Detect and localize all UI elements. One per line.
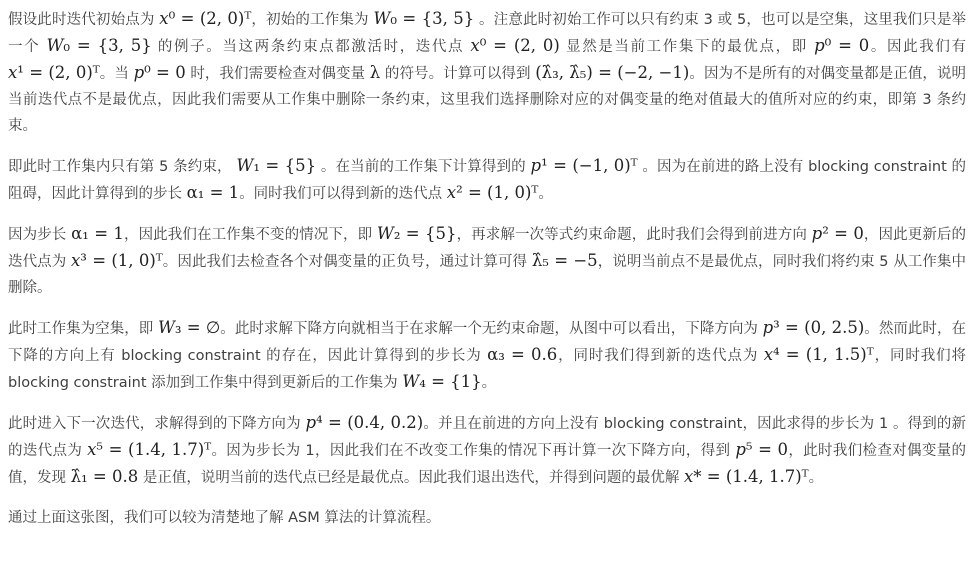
text-run: ，初始的工作集为	[251, 12, 374, 28]
paragraph-initial-point	[8, 6, 966, 139]
math-expression: 𝑥⁰ = (2, 0)ᵀ	[159, 9, 252, 28]
math-expression: 𝑥³ = (1, 0)ᵀ	[70, 251, 163, 270]
text-run: 。因为步长为 1，因此我们在不改变工作集的情况下再计算一次下降方向，得到	[211, 443, 736, 459]
text-run: 。同时我们可以得到新的迭代点	[239, 186, 447, 202]
math-expression: 𝑥¹ = (2, 0)ᵀ	[8, 63, 100, 82]
math-expression: 𝑝⁰ = 0	[133, 63, 186, 82]
text-run: 假设此时迭代初始点为	[8, 12, 160, 28]
math-expression: 𝑥⁴ = (1, 1.5)ᵀ	[763, 345, 874, 364]
math-expression: α₃ = 0.6	[487, 345, 558, 364]
text-run: 。并且在前进的方向上没有 blocking constraint，因此求得的步长为 1 。得到的新的迭代点为	[8, 416, 966, 459]
math-expression: 𝑊₃ = ∅	[157, 318, 221, 337]
text-run: 。在当前的工作集下计算得到的	[316, 159, 531, 175]
text-run: 。此时求解下降方向就相当于在求解一个无约束命题，从图中可以看出，下降方向为	[220, 321, 763, 337]
math-expression: 𝑝¹ = (−1, 0)ᵀ	[530, 156, 638, 175]
math-expression: 𝑊₄ = {1}	[402, 372, 482, 391]
text-run: ，再求解一次等式约束命题，此时我们会得到前进方向	[456, 227, 812, 243]
text-run: ，因此我们在工作集不变的情况下，即	[123, 227, 377, 243]
text-run: 。注意此时初始工作可以只有约束 3 或 5，也可以是空集，这里我们只是举一个	[8, 12, 967, 55]
math-expression: 𝑊₂ = {5}	[376, 224, 457, 243]
text-run: ，同时我们将 blocking constraint 添加到工作集中得到更新后的工作集为	[8, 348, 967, 391]
text-run: 。	[481, 375, 497, 391]
paragraph-conclusion	[8, 505, 966, 531]
math-expression: 𝑥⁵ = (1.4, 1.7)ᵀ	[87, 440, 212, 459]
math-expression: 𝑥² = (1, 0)ᵀ	[446, 183, 539, 202]
text-run: ，此时我们检查对偶变量的值，发现	[8, 443, 967, 486]
paragraph-iteration-4	[8, 410, 966, 491]
text-run: 显然是当前工作集下的最优点，即	[559, 39, 815, 55]
text-run: 因为步长	[8, 227, 72, 243]
text-run: 时，我们需要检查对偶变量	[185, 66, 370, 82]
math-expression: 𝑊₁ = {5}	[236, 156, 317, 175]
text-run: 此时进入下一次迭代，求解得到的下降方向为	[8, 416, 306, 432]
text-run: 此时工作集为空集，即	[8, 321, 158, 337]
text-run: 。因此我们去检查各个对偶变量的正负号，通过计算可得	[162, 254, 532, 270]
math-expression: 𝑝⁰ = 0	[814, 36, 870, 55]
math-expression: 𝑝⁵ = 0	[735, 440, 788, 459]
paragraph-iteration-3	[8, 315, 966, 396]
math-expression: λ̂₁ = 0.8	[70, 467, 139, 486]
text-run: 。因此我们有	[869, 39, 967, 55]
text-run: 的例子。当这两条约束点都激活时，迭代点	[151, 39, 471, 55]
math-expression: 𝑥* = (1.4, 1.7)ᵀ	[683, 467, 809, 486]
text-run: ，因此更新后的迭代点为	[8, 227, 967, 270]
math-expression: 𝑝² = 0	[811, 224, 864, 243]
text-run: 。因为在前进的路上没有 blocking constraint 的阻碍，因此计算得到的步长	[8, 159, 967, 202]
math-expression: (λ̂₃, λ̂₅) = (−2, −1)	[535, 63, 690, 82]
paragraph-iteration-2	[8, 221, 966, 301]
text-run: 的符号。计算可以得到	[380, 66, 536, 82]
text-run: 是正值，说明当前的迭代点已经是最优点。因此我们退出迭代，并得到问题的最优解	[138, 470, 684, 486]
text-run: 通过上面这张图，我们可以较为清楚地了解 ASM 算法的计算流程。	[8, 510, 441, 526]
text-run: 。然而此时，在下降的方向上有 blocking constraint 的存在，因此计算得到的步长为	[8, 321, 966, 364]
math-expression: λ	[369, 63, 381, 82]
math-expression: 𝑊₀ = {3, 5}	[46, 36, 152, 55]
math-expression: 𝑝³ = (0, 2.5)	[762, 318, 865, 337]
text-run: 。因为不是所有的对偶变量都是正值，说明当前迭代点不是最优点，因此我们需要从工作集中删除一条约束，这里我们选择删除对应的对偶变量的绝对值最大的值所对应的约束，即第 3 条约束。	[8, 66, 967, 134]
text-run: 。	[538, 186, 553, 202]
math-expression: 𝑝⁴ = (0.4, 0.2)	[305, 413, 424, 432]
text-run: ，说明当前点不是最优点，同时我们将约束 5 从工作集中删除。	[8, 254, 967, 296]
math-expression: λ̂₅ = −5	[531, 251, 598, 270]
math-expression: α₁ = 1	[71, 224, 124, 243]
text-run: ，同时我们得到新的迭代点为	[557, 348, 764, 364]
paragraph-iteration-1	[8, 153, 966, 207]
text-run: 即此时工作集内只有第 5 条约束，	[8, 159, 237, 175]
math-expression: α₁ = 1	[186, 183, 240, 202]
math-expression: 𝑥⁰ = (2, 0)	[470, 36, 560, 55]
math-expression: 𝑊₀ = {3, 5}	[373, 9, 475, 28]
text-run: 。	[808, 470, 824, 486]
text-run: 。当	[99, 66, 134, 82]
